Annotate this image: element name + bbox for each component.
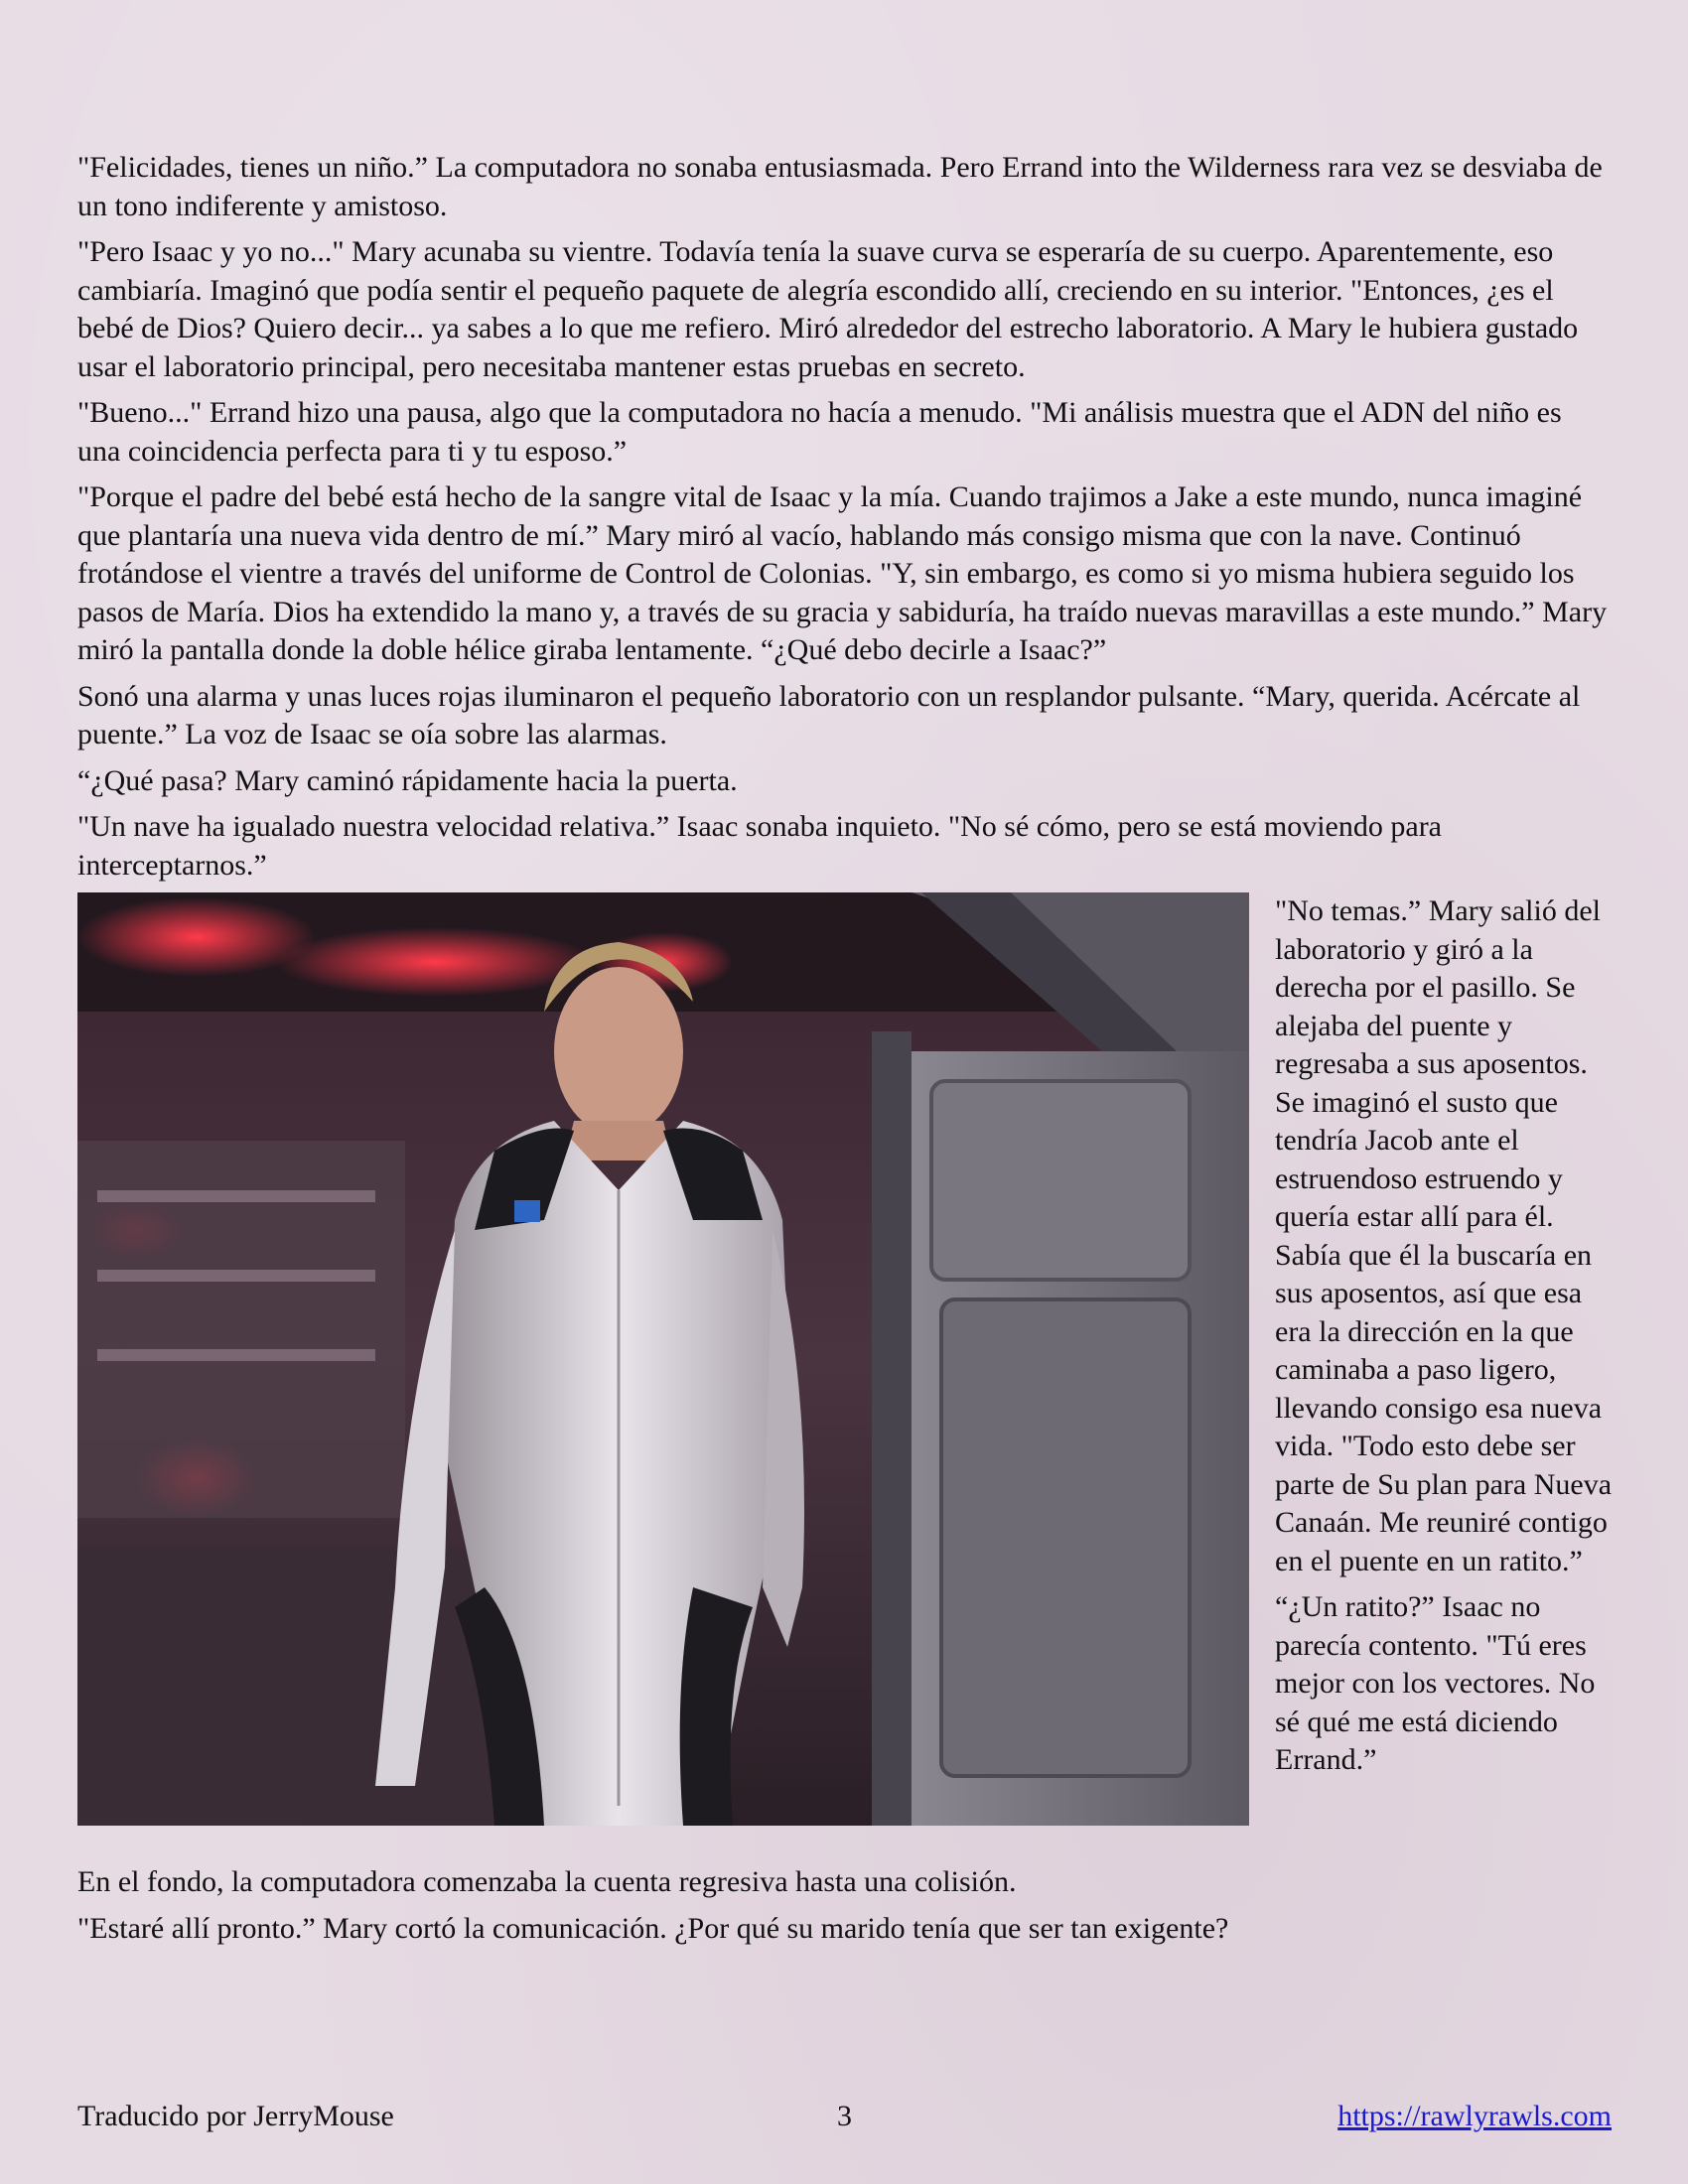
translator-credit: Traducido por JerryMouse — [77, 2100, 394, 2132]
paragraph: "Porque el padre del bebé está hecho de la sangre vital de Isaac y la mía. Cuando trajimos a Jake a este mundo, nunca imaginé que plantaría una nueva vida dentro de mí.” Mary miró al vacío, hablando más consigo misma que con la nave. Continuó frotándose el vientre a través del uniforme de Control de Colonias. "Y, sin embargo, es como si yo misma hubiera seguido los pasos de María. Dios ha extendido la mano y, a través de su gracia y sabiduría, ha traído nuevas maravillas a este mundo.” Mary miró la pantalla donde la doble hélice giraba lentamente. “¿Qué debo decirle a Isaac?” — [77, 480, 1608, 666]
paragraph: En el fondo, la computadora comenzaba la cuenta regresiva hasta una colisión. — [77, 1865, 1017, 1898]
paragraph: "Un nave ha igualado nuestra velocidad relativa.” Isaac sonaba inquieto. "No sé cómo, pero se está moviendo para interceptarnos.” — [77, 810, 1442, 882]
side-column-text — [1275, 892, 1613, 1788]
paragraph: “¿Un ratito?” Isaac no parecía contento. "Tú eres mejor con los vectores. No sé qué me está diciendo Errand.” — [1275, 1590, 1596, 1776]
page-footer — [77, 2097, 1612, 2136]
story-text — [77, 149, 1612, 1956]
paragraph: "Pero Isaac y yo no..." Mary acunaba su vientre. Todavía tenía la suave curva se esperaría de su cuerpo. Aparentemente, eso cambiaría. Imaginó que podía sentir el pequeño paquete de alegría escondido allí, creciendo en su interior. "Entonces, ¿es el bebé de Dios? Quiero decir... ya sabes a lo que me refiero. Miró alrededor del estrecho laboratorio. A Mary le hubiera gustado usar el laboratorio principal, pero necesitaba mantener estas pruebas en secreto. — [77, 235, 1579, 383]
paragraph: "No temas.” Mary salió del laboratorio y giró a la derecha por el pasillo. Se alejaba del puente y regresaba a sus aposentos. Se imaginó el susto que tendría Jacob ante el estruendoso estruendo y quería estar allí para él. Sabía que él la buscaría en sus aposentos, así que esa era la dirección en la que caminaba a paso ligero, llevando consigo esa nueva vida. "Todo esto debe ser parte de Su plan para Nueva Canaán. Me reuniré contigo en el puente en un ratito.” — [1275, 894, 1613, 1577]
website-link[interactable]: https://rawlyrawls.com — [1337, 2100, 1612, 2132]
illustration-image — [77, 892, 1249, 1826]
paragraph: "Felicidades, tienes un niño.” La computadora no sonaba entusiasmada. Pero Errand into the Wilderness rara vez se desviaba de un tono indiferente y amistoso. — [77, 151, 1603, 222]
paragraph: “¿Qué pasa? Mary caminó rápidamente hacia la puerta. — [77, 763, 738, 797]
paragraph: "Bueno..." Errand hizo una pausa, algo que la computadora no hacía a menudo. "Mi análisis muestra que el ADN del niño es una coincidencia perfecta para ti y tu esposo.” — [77, 396, 1562, 468]
image-with-side-text — [77, 892, 1612, 1863]
paragraph: "Estaré allí pronto.” Mary cortó la comunicación. ¿Por qué su marido tenía que ser tan exigente? — [77, 1911, 1229, 1945]
paragraph: Sonó una alarma y unas luces rojas iluminaron el pequeño laboratorio con un resplandor pulsante. “Mary, querida. Acércate al puente.” La voz de Isaac se oía sobre las alarmas. — [77, 679, 1581, 751]
page-number: 3 — [837, 2100, 852, 2132]
